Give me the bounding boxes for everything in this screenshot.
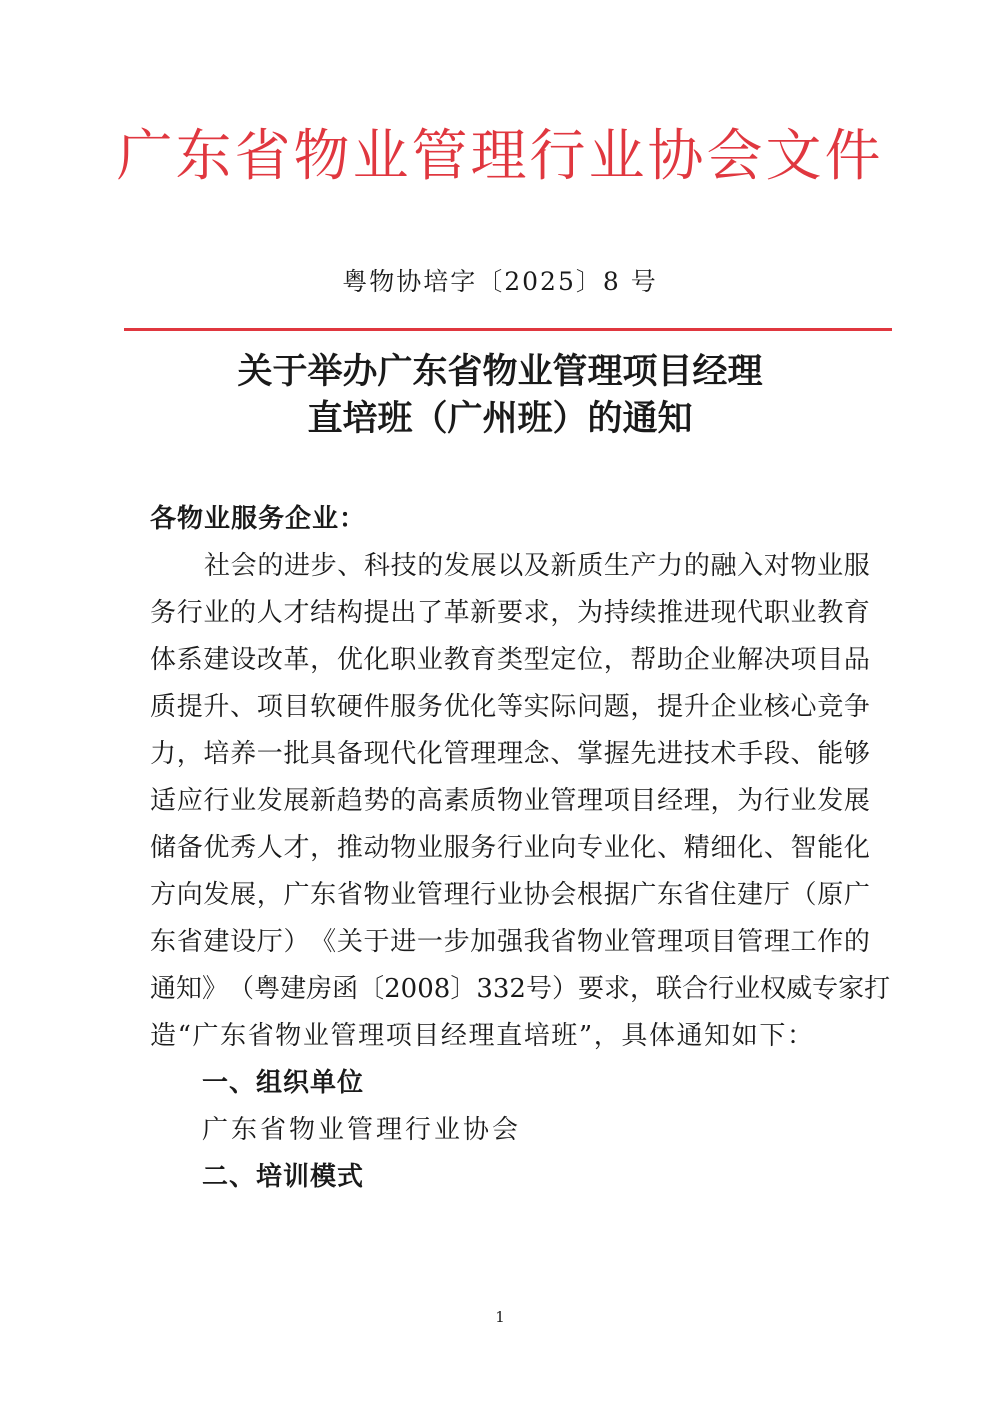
paragraph-line: 力 ， 培 养 一 批 具 备 现 代 化 管 理 理 念 、 掌 握 先 进 技 术 手 段 、 能 够: [150, 739, 870, 769]
paragraph-line: 质 提 升 、 项 目 软 硬 件 服 务 优 化 等 实 际 问 题 ， 提 升 企 业 核 心 竞 争: [150, 692, 870, 722]
paragraph-line: 体 系 建 设 改 革 ， 优 化 职 业 教 育 类 型 定 位 ， 帮 助 企 业 解 决 项 目 品: [150, 645, 870, 675]
document-number: 粤物协培字〔2025〕8 号: [342, 267, 658, 296]
paragraph-line-last: 造“广东省物业管理项目经理直培班”，具体通知如下：: [150, 1021, 815, 1051]
notice-title-line-2: 直培班（广州班）的通知: [307, 399, 693, 439]
notice-title: [0, 349, 1000, 443]
document-header-title: 广东省物业管理行业协会文件: [116, 124, 884, 189]
organizer-name: 广东省物业管理行业协会: [202, 1115, 522, 1145]
paragraph-line: 适 应 行 业 发 展 新 趋 势 的 高 素 质 物 业 管 理 项 目 经 理 ， 为 行 业 发 展: [150, 786, 870, 816]
paragraph-line: 社 会 的 进 步 、 科 技 的 发 展 以 及 新 质 生 产 力 的 融 入 对 物 业 服: [204, 551, 870, 581]
paragraph-line: 储 备 优 秀 人 才 ， 推 动 物 业 服 务 行 业 向 专 业 化 、 精 细 化 、 智 能 化: [150, 833, 870, 863]
notice-body: [150, 496, 891, 1201]
section-heading-training-mode: 二、培训模式: [202, 1162, 365, 1192]
paragraph-line: 务 行 业 的 人 才 结 构 提 出 了 革 新 要 求 ， 为 持 续 推 进 现 代 职 业 教 育: [150, 598, 870, 628]
section-heading-organizer: 一、组织单位: [202, 1068, 365, 1098]
paragraph-line: 通 知 》 （ 粤 建 房 函 〔 2008 〕 332 号 ） 要 求 ， 联 合 行 业 权 威 专 家 打: [150, 974, 891, 1004]
notice-title-line-1: 关于举办广东省物业管理项目经理: [237, 352, 763, 392]
salutation: 各物业服务企业：: [150, 504, 367, 534]
paragraph-line: 东 省 建 设 厅 ） 《 关 于 进 一 步 加 强 我 省 物 业 管 理 项 目 管 理 工 作 的: [150, 927, 870, 957]
paragraph-line: 方 向 发 展 ， 广 东 省 物 业 管 理 行 业 协 会 根 据 广 东 省 住 建 厅 （ 原 广: [150, 880, 870, 910]
red-divider-line: [124, 328, 892, 331]
page-number: 1: [495, 1308, 505, 1326]
